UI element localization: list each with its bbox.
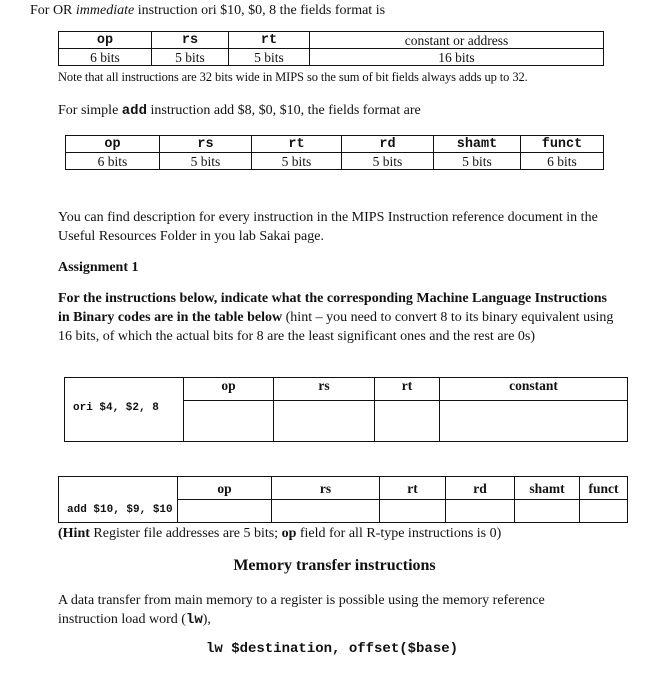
ori-rt-answer[interactable] [375, 401, 440, 442]
rtype-size-rd: 5 bits [342, 153, 434, 170]
ori-rs-answer[interactable] [274, 401, 375, 442]
add-intro-line [58, 101, 421, 121]
add-answer-table [58, 476, 628, 523]
add-intro-keyword: add [121, 103, 147, 119]
ori-header-rs: rs [274, 378, 375, 401]
memory-code: lw [185, 612, 203, 628]
add-intro-suffix: instruction add $8, $0, $10, the fields format are [147, 103, 421, 118]
ori-constant-answer[interactable] [440, 401, 628, 442]
ori-header-rt: rt [375, 378, 440, 401]
add-instruction-cell: add $10, $9, $10 [59, 500, 178, 523]
add-op-answer[interactable] [178, 500, 272, 523]
itype-size-rs: 5 bits [152, 49, 229, 66]
itype-header-constant: constant or address [310, 32, 604, 49]
rtype-size-shamt: 5 bits [434, 153, 521, 170]
memory-text: A data transfer from main memory to a register is possible using the memory reference instruction load word ( [58, 593, 545, 627]
itype-header-rt: rt [229, 32, 310, 49]
add-header-blank [59, 477, 178, 500]
rtype-format-table [65, 135, 604, 170]
add-funct-answer[interactable] [580, 500, 628, 523]
hint-op: op [281, 526, 297, 541]
hint-middle: Register file addresses are 5 bits; [89, 526, 282, 541]
ori-header-constant: constant [440, 378, 628, 401]
rtype-size-funct: 6 bits [521, 153, 604, 170]
memory-heading: Memory transfer instructions [233, 557, 436, 574]
itype-format-table [58, 31, 604, 66]
itype-size-constant: 16 bits [310, 49, 604, 66]
ori-intro-line [30, 1, 385, 20]
add-header-op: op [178, 477, 272, 500]
reference-paragraph: You can find description for every instruction in the MIPS Instruction reference document in the Useful Resources Folder in you lab Sakai page. [58, 210, 598, 244]
ori-answer-table [64, 377, 628, 442]
itype-size-op: 6 bits [59, 49, 152, 66]
add-header-funct: funct [580, 477, 628, 500]
add-header-rt: rt [380, 477, 446, 500]
ori-header-blank [65, 378, 184, 401]
add-rd-answer[interactable] [446, 500, 515, 523]
rtype-size-rs: 5 bits [160, 153, 252, 170]
memory-close: ), [202, 612, 211, 627]
rtype-header-funct: funct [521, 136, 604, 153]
itype-header-op: op [59, 32, 152, 49]
rtype-size-rt: 5 bits [252, 153, 342, 170]
assignment-paragraph [58, 289, 614, 346]
assignment-title: Assignment 1 [58, 260, 139, 275]
note-text: Note that all instructions are 32 bits wide in MIPS so the sum of bit fields always adds up to 32. [58, 70, 528, 84]
add-shamt-answer[interactable] [515, 500, 580, 523]
ori-intro-suffix: instruction ori $10, $0, 8 the fields format is [134, 3, 386, 18]
hint-open: (Hint [58, 526, 90, 541]
assignment-hint-text: (hint – you need to convert 8 to its binary equivalent using 16 bits, of which the actual bits for 8 are the least significant ones and the rest are 0s) [58, 310, 614, 344]
add-intro-prefix: For simple [58, 103, 122, 118]
ori-instruction-cell: ori $4, $2, 8 [65, 401, 184, 442]
hint-end: field for all R-type instructions is 0) [296, 526, 502, 541]
rtype-size-op: 6 bits [66, 153, 160, 170]
rtype-header-op: op [66, 136, 160, 153]
hint-line [58, 524, 501, 543]
rtype-header-rs: rs [160, 136, 252, 153]
lw-syntax: lw $destination, offset($base) [206, 641, 459, 657]
rtype-header-rd: rd [342, 136, 434, 153]
add-header-shamt: shamt [515, 477, 580, 500]
memory-paragraph [58, 591, 568, 630]
itype-size-rt: 5 bits [229, 49, 310, 66]
ori-op-answer[interactable] [184, 401, 274, 442]
rtype-header-shamt: shamt [434, 136, 521, 153]
ori-header-op: op [184, 378, 274, 401]
rtype-header-rt: rt [252, 136, 342, 153]
ori-intro-prefix: For OR [30, 3, 76, 18]
ori-intro-italic: immediate [75, 3, 135, 18]
add-header-rd: rd [446, 477, 515, 500]
itype-header-rs: rs [152, 32, 229, 49]
assignment-bold-text: For the instructions below, indicate what the corresponding Machine Language Instructions in Binary codes are in the table below [58, 291, 608, 325]
add-header-rs: rs [272, 477, 380, 500]
add-rt-answer[interactable] [380, 500, 446, 523]
add-rs-answer[interactable] [272, 500, 380, 523]
